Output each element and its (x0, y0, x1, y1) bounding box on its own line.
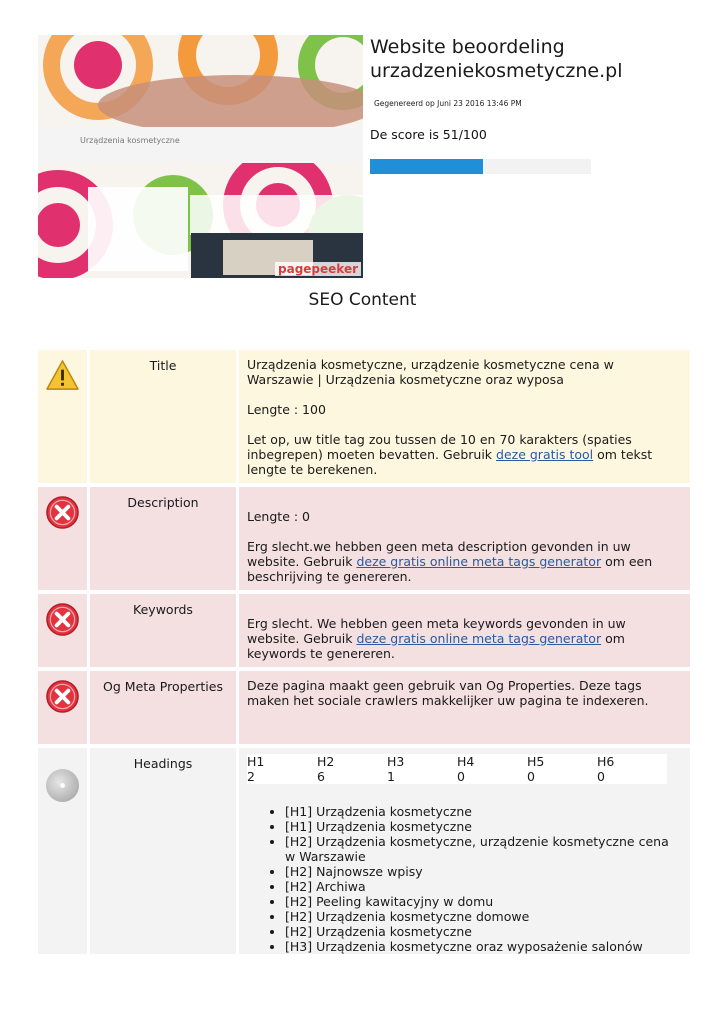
heading-item: • [H2] Urządzenia kosmetyczne, urządzenie kosmetyczne cena w Warszawie (285, 834, 682, 864)
row-body (239, 594, 690, 667)
heading-item: • [H3] Urządzenia kosmetyczne oraz wyposażenie salonów (285, 939, 682, 954)
meta-generator-link[interactable]: deze gratis online meta tags generator (356, 554, 602, 569)
thumbnail-site-name: Urządzenia kosmetyczne (80, 136, 180, 145)
heading-column (387, 754, 457, 784)
heading-tag: H6 (597, 754, 615, 769)
status-cell (38, 594, 87, 667)
heading-tag: H3 (387, 754, 405, 769)
row-body (239, 487, 690, 590)
seo-row-keywords (38, 594, 690, 667)
row-label: Keywords (90, 594, 236, 667)
generated-date: Gegenereerd op Juni 23 2016 13:46 PM (374, 99, 522, 108)
score-text: De score is 51/100 (370, 127, 487, 142)
title-text: Urządzenia kosmetyczne, urządzenie kosmetyczne cena w Warszawie | Urządzenia kosmetyczne oraz wyposa (247, 357, 614, 387)
headings-count-table (247, 754, 667, 784)
heading-count: 2 (247, 769, 255, 784)
seo-row-title (38, 350, 690, 483)
score-bar-fill (370, 159, 483, 174)
error-icon (45, 495, 80, 530)
status-cell (38, 350, 87, 483)
thumbnail-brand: pagepeeker (275, 262, 361, 276)
heading-column (247, 754, 317, 784)
warning-icon (45, 358, 80, 393)
heading-item: • [H2] Peeling kawitacyjny w domu (285, 894, 682, 909)
heading-item: • [H2] Urządzenia kosmetyczne (285, 924, 682, 939)
status-cell (38, 748, 87, 954)
heading-count: 0 (597, 769, 605, 784)
thumbnail-header-band (38, 127, 363, 163)
heading-item: • [H2] Archiwa (285, 879, 682, 894)
heading-count: 0 (527, 769, 535, 784)
website-thumbnail (38, 35, 363, 278)
heading-column (527, 754, 597, 784)
status-cell (38, 487, 87, 590)
report-header (38, 35, 688, 280)
row-label: Headings (90, 748, 236, 954)
site-title (370, 35, 690, 83)
heading-item: • [H1] Urządzenia kosmetyczne (285, 804, 682, 819)
title-advice: Let op, uw title tag zou tussen de 10 en 70 karakters (spaties inbegrepen) moeten bevatten. Gebruik deze gratis tool om tekst lengte te berekenen. (247, 432, 653, 477)
heading-count: 0 (457, 769, 465, 784)
status-cell (38, 671, 87, 744)
section-title: SEO Content (308, 290, 417, 310)
score-bar (370, 159, 591, 174)
error-icon (45, 602, 80, 637)
seo-row-description (38, 487, 690, 590)
heading-tag: H4 (457, 754, 475, 769)
row-body (239, 671, 690, 744)
seo-row-og (38, 671, 690, 744)
description-length: Lengte : 0 (247, 509, 310, 524)
row-body (239, 748, 690, 954)
heading-item: • [H1] Urządzenia kosmetyczne (285, 819, 682, 834)
heading-tag: H2 (317, 754, 335, 769)
seo-row-headings (38, 748, 690, 954)
title-block (370, 35, 690, 142)
description-advice: Erg slecht.we hebben geen meta description gevonden in uw website. Gebruik deze gratis online meta tags generator om een beschrijving te genereren. (247, 539, 653, 584)
site-title-line2: urzadzeniekosmetyczne.pl (370, 60, 623, 82)
heading-count: 1 (387, 769, 395, 784)
length-tool-link[interactable]: deze gratis tool (496, 447, 594, 462)
keywords-advice: Erg slecht. We hebben geen meta keywords gevonden in uw website. Gebruik deze gratis online meta tags generator om keywords te genereren. (247, 616, 626, 661)
row-body (239, 350, 690, 483)
heading-item: • [H2] Najnowsze wpisy (285, 864, 682, 879)
info-disc-icon (45, 768, 80, 803)
heading-tag: H5 (527, 754, 545, 769)
row-label: Description (90, 487, 236, 590)
title-length: Lengte : 100 (247, 402, 326, 417)
row-label: Title (90, 350, 236, 483)
heading-tag: H1 (247, 754, 265, 769)
og-text: Deze pagina maakt geen gebruik van Og Properties. Deze tags maken het sociale crawlers makkelijker uw pagina te indexeren. (247, 678, 649, 708)
site-title-line1: Website beoordeling (370, 36, 565, 58)
error-icon (45, 679, 80, 714)
heading-column (597, 754, 667, 784)
headings-list (247, 804, 682, 954)
heading-column (457, 754, 527, 784)
meta-generator-link[interactable]: deze gratis online meta tags generator (356, 631, 602, 646)
heading-column (317, 754, 387, 784)
heading-count: 6 (317, 769, 325, 784)
row-label: Og Meta Properties (90, 671, 236, 744)
heading-item: • [H2] Urządzenia kosmetyczne domowe (285, 909, 682, 924)
